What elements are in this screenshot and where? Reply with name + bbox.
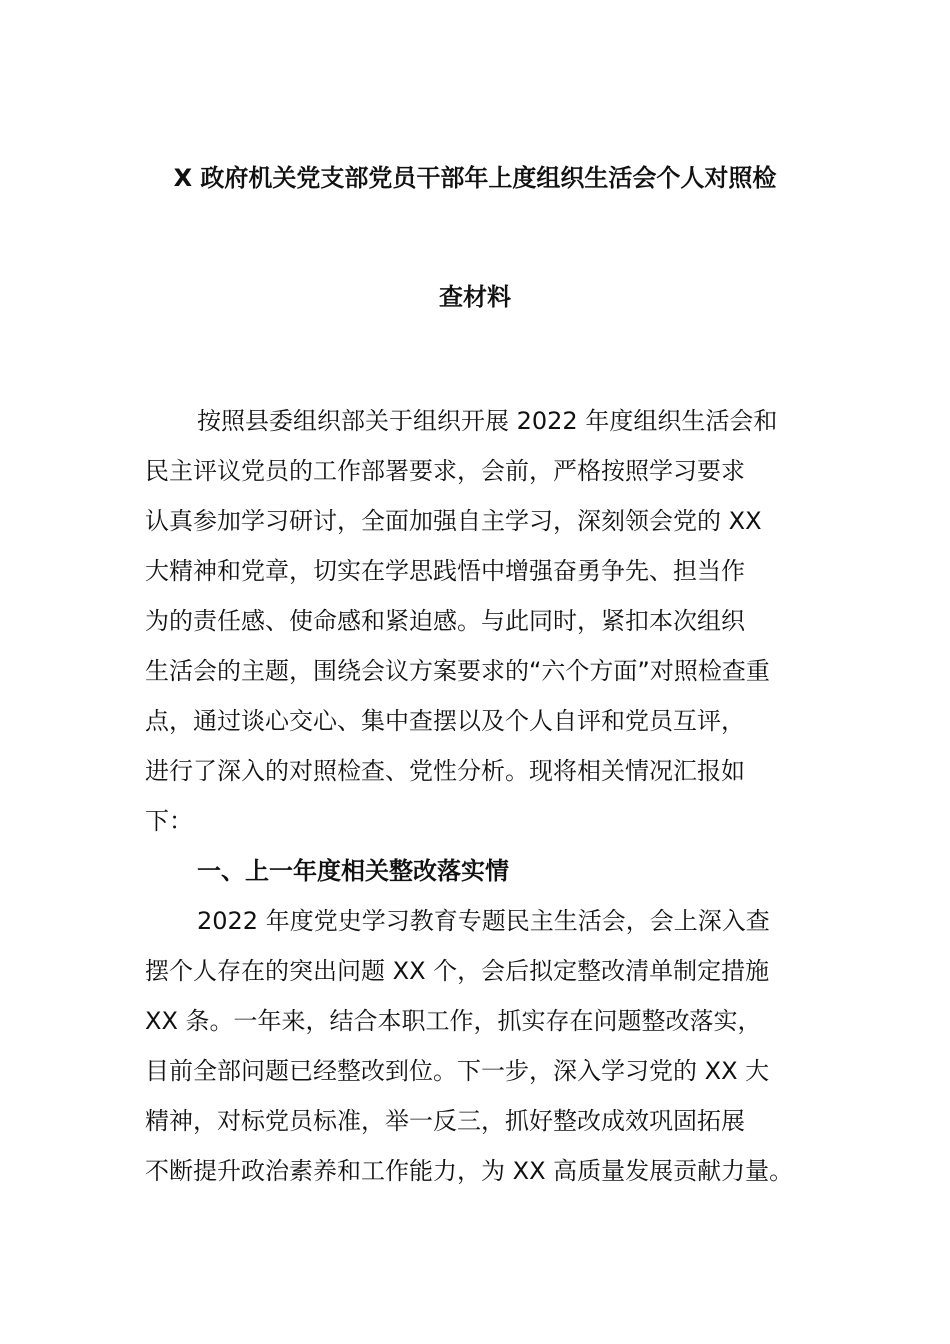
paragraph-line: 大精神和党章，切实在学思践悟中增强奋勇争先、担当作 [145, 557, 745, 585]
paragraph-line: 点，通过谈心交心、集中查摆以及个人自评和党员互评， [145, 707, 745, 735]
paragraph-line: 民主评议党员的工作部署要求，会前，严格按照学习要求 [145, 457, 745, 485]
document-title-line-2: 查材料 [439, 283, 511, 311]
paragraph-line: 按照县委组织部关于组织开展 2022 年度组织生活会和 [197, 407, 778, 435]
paragraph-section-1 [145, 896, 810, 1196]
paragraph-intro [145, 396, 810, 846]
paragraph-line: 2022 年度党史学习教育专题民主生活会，会上深入查 [197, 907, 770, 935]
paragraph-line: 精神，对标党员标准，举一反三，抓好整改成效巩固拓展 [145, 1107, 745, 1135]
paragraph-line: 进行了深入的对照检查、党性分析。现将相关情况汇报如 [145, 757, 745, 785]
document-title-line-1: X 政府机关党支部党员干部年上度组织生活会个人对照检 [173, 164, 777, 192]
section-heading-1 [145, 846, 810, 896]
paragraph-line: 认真参加学习研讨，全面加强自主学习，深刻领会党的 XX [145, 507, 762, 535]
paragraph-line: 摆个人存在的突出问题 XX 个，会后拟定整改清单制定措施 [145, 957, 770, 985]
paragraph-line: 目前全部问题已经整改到位。下一步，深入学习党的 XX 大 [145, 1057, 770, 1085]
section-heading-text: 一、上一年度相关整改落实情 [197, 857, 509, 885]
paragraph-line: XX 条。一年来，结合本职工作，抓实存在问题整改落实， [145, 1007, 762, 1035]
paragraph-line: 下： [145, 807, 193, 835]
paragraph-line: 生活会的主题，围绕会议方案要求的“六个方面”对照检查重 [145, 657, 770, 685]
paragraph-line: 不断提升政治素养和工作能力，为 XX 高质量发展贡献力量。 [145, 1157, 794, 1185]
paragraph-line: 为的责任感、使命感和紧迫感。与此同时，紧扣本次组织 [145, 607, 745, 635]
